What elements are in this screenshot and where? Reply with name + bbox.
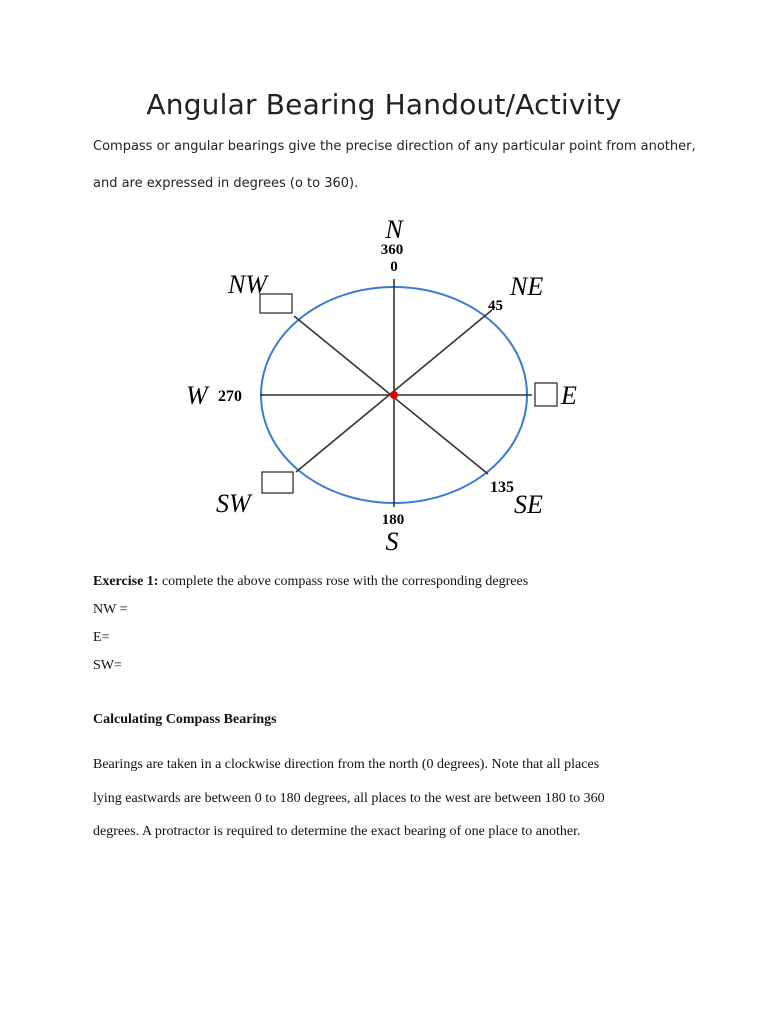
paragraph-line-3: degrees. A protractor is required to determine the exact bearing of one place to another. <box>93 824 581 839</box>
paragraph-line-1: Bearings are taken in a clockwise direction from the north (0 degrees). Note that all places <box>93 757 600 772</box>
label-nw: NW <box>228 270 267 299</box>
section-heading-calculating: Calculating Compass Bearings <box>93 712 277 727</box>
exercise-nw-line: NW = <box>93 602 128 617</box>
label-south-degrees: 180 <box>381 512 405 528</box>
label-ne: NE <box>510 272 544 301</box>
exercise-e-line: E= <box>93 630 110 645</box>
sw-answer-box <box>262 472 293 493</box>
exercise-1-prompt <box>93 574 528 590</box>
label-se: SE <box>514 490 543 519</box>
exercise-sw-line: SW= <box>93 658 122 673</box>
intro-line-2: and are expressed in degrees (o to 360). <box>93 176 359 191</box>
label-north-0: 0 <box>390 259 398 275</box>
label-north: N <box>385 215 403 244</box>
label-west-degrees: 270 <box>218 388 242 405</box>
compass-rose-diagram <box>170 210 610 560</box>
paragraph-line-2: lying eastwards are between 0 to 180 degrees, all places to the west are between 180 to 360 <box>93 791 605 806</box>
label-sw: SW <box>216 489 251 518</box>
label-north-360: 360 <box>380 242 404 258</box>
label-se-degrees: 135 <box>490 479 514 496</box>
exercise-1-text: complete the above compass rose with the corresponding degrees <box>158 574 529 589</box>
label-west: W <box>186 381 208 410</box>
exercise-1-heading: Exercise 1: <box>93 574 159 589</box>
label-ne-degrees: 45 <box>488 298 503 314</box>
label-east: E <box>561 381 577 410</box>
intro-line-1: Compass or angular bearings give the precise direction of any particular point from another, <box>93 139 696 154</box>
page-title: Angular Bearing Handout/Activity <box>146 88 622 121</box>
center-dot <box>390 391 398 399</box>
label-south: S <box>385 527 399 556</box>
e-answer-box <box>535 383 557 406</box>
